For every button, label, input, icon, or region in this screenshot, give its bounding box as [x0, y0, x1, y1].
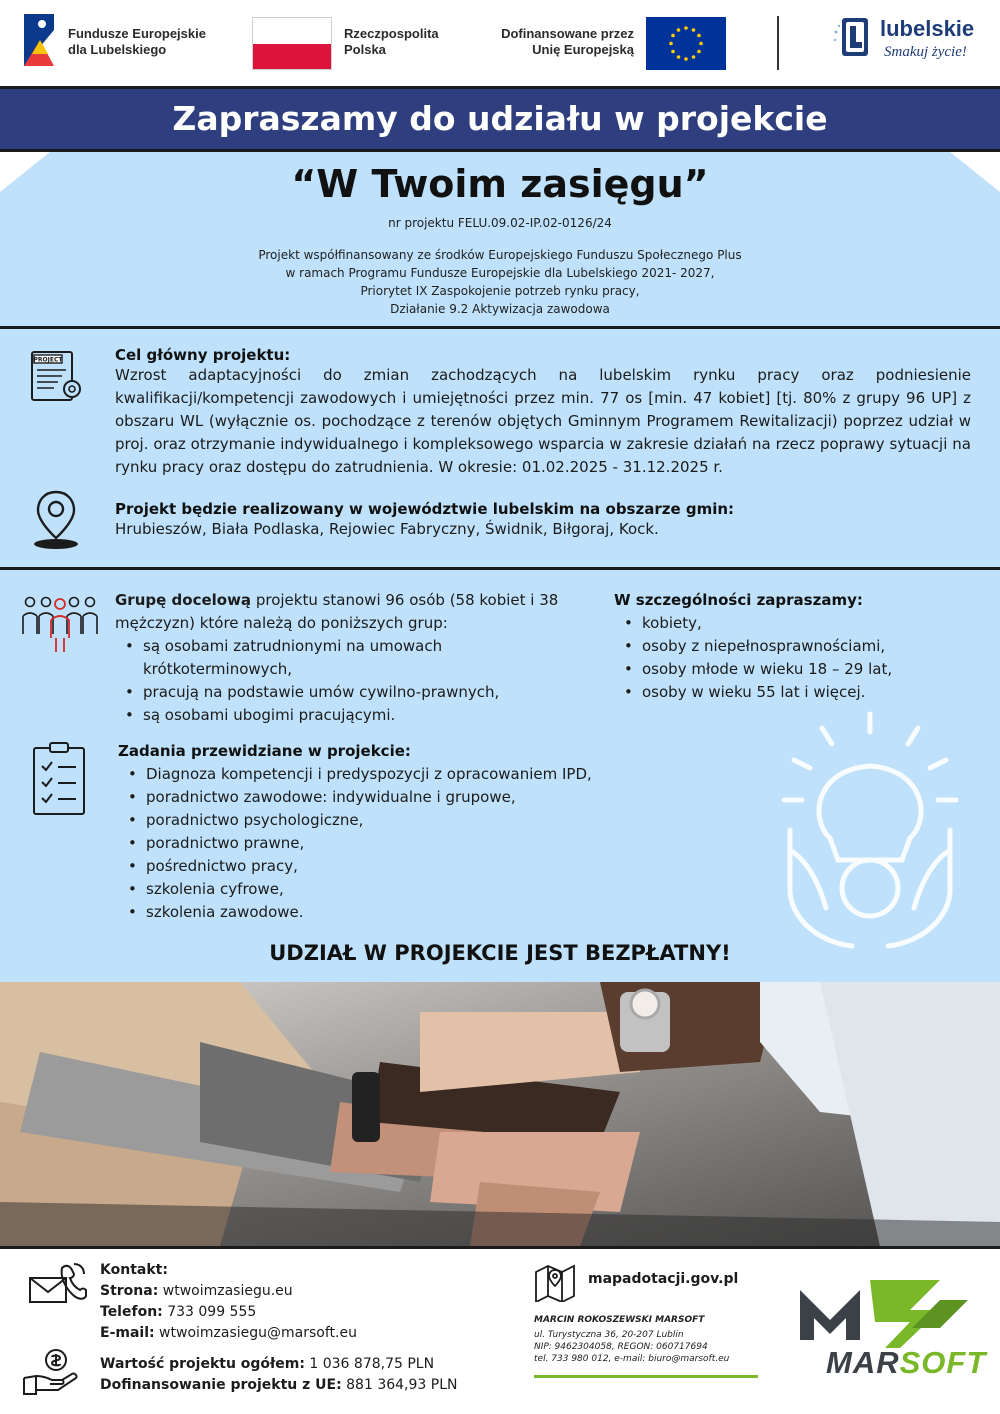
eu-flag-icon [646, 17, 726, 70]
invite-list [614, 612, 944, 704]
marsoft-wordmark: MARSOFT [826, 1345, 987, 1380]
fe-logo-text: Fundusze Europejskie dla Lubelskiego [68, 26, 206, 57]
list-item: • poradnictwo psychologiczne, [118, 809, 638, 832]
list-item: • są osobami ubogimi pracującymi. [115, 704, 585, 727]
lubelskie-wordmark: lubelskie [880, 16, 975, 41]
page-title: Zapraszamy do udziału w projekcie [172, 99, 828, 138]
money-hand-icon [22, 1348, 78, 1396]
poland-flag-icon [252, 17, 332, 70]
svg-text:PROJECT: PROJECT [33, 356, 63, 364]
target-group-list [115, 635, 585, 727]
invite-block [614, 589, 944, 704]
invite-heading: W szczególności zapraszamy: [614, 591, 863, 609]
green-divider [534, 1375, 758, 1378]
goal-text: Wzrost adaptacyjności do zmian zachodzących na lubelskim rynku pracy oraz podniesienie kwalifikacji/kompetencji zawodowych i umiejętności przez min. 77 os [min. 47 kobiet] [tj. 80% z grupy 96 UP] z obszaru WL (wyłącznie os. pochodzące z terenów objętych Gminnym Programem Rewitalizacji) poprzez udział w proj. oraz otrzymanie indywidualnego i kompleksowego wsparcia w zakresie działań na rzecz poprawy sytuacji na rynku pracy oraz dostępu do zatrudnienia. W okresie: 01.02.2025 - 31.12.2025 r. [115, 366, 971, 476]
goal-block [115, 346, 971, 479]
area-block [115, 500, 971, 541]
envelope-phone-icon [28, 1262, 88, 1306]
list-item: • pośrednictwo pracy, [118, 855, 638, 878]
area-text: Hrubieszów, Biała Podlaska, Rejowiec Fabryczny, Świdnik, Biłgoraj, Kock. [115, 520, 659, 538]
project-number: nr projektu FELU.09.02-IP.02-0126/24 [388, 216, 612, 230]
lubelskie-slogan: Smakuj życie! [884, 44, 967, 60]
target-group-icon [20, 594, 100, 654]
logo-separator [777, 16, 779, 70]
project-document-icon [28, 348, 86, 406]
list-item: • są osobami zatrudnionymi na umowach krótkoterminowych, [115, 635, 585, 681]
list-item: • szkolenia zawodowe. [118, 901, 638, 924]
contact-block: Kontakt: Strona: wtwoimzasiegu.eu Telefon: 733 099 555 E-mail: wtwoimzasiegu@marsoft.eu [100, 1262, 357, 1341]
area-heading: Projekt będzie realizowany w województwie lubelskim na obszarze gmin: [115, 500, 735, 518]
phone-number[interactable]: 733 099 555 [162, 1304, 257, 1320]
email-link[interactable]: wtwoimzasiegu@marsoft.eu [154, 1325, 357, 1341]
mapadotacji-link[interactable]: mapadotacji.gov.pl [588, 1271, 739, 1287]
list-item: • szkolenia cyfrowe, [118, 878, 638, 901]
header-band [0, 86, 1000, 152]
list-item: • osoby w wieku 55 lat i więcej. [614, 681, 944, 704]
hands-together-photo [0, 982, 1000, 1246]
target-group-heading: Grupę docelową projektu stanowi 96 osób (58 kobiet i 38 mężczyzn) które należą do poniższych grup: [115, 591, 559, 632]
list-item: • osoby z niepełnosprawnościami, [614, 635, 944, 658]
eu-logo-text: Dofinansowane przez Unię Europejską [501, 26, 634, 57]
value-block: Wartość projektu ogółem: 1 036 878,75 PLN Dofinansowanie projektu z UE: 881 364,93 PLN [100, 1356, 458, 1393]
target-group-block [115, 589, 585, 727]
list-item: • Diagnoza kompetencji i predyspozycji z opracowaniem IPD, [118, 763, 638, 786]
map-pin-icon [534, 1262, 576, 1302]
marsoft-address: MARCIN ROKOSZEWSKI MARSOFT ul. Turystyczna 36, 20-207 Lublin NIP: 9462304058, REGON: 060717694 tel. 733 980 012, e-mail: biuro@marsoft.eu [534, 1315, 730, 1364]
tasks-list [118, 763, 638, 924]
goal-heading: Cel główny projektu: [115, 346, 291, 364]
fundusze-europejskie-logo [20, 10, 58, 70]
list-item: • poradnictwo prawne, [118, 832, 638, 855]
list-item: • poradnictwo zawodowe: indywidualne i grupowe, [118, 786, 638, 809]
website-link[interactable]: wtwoimzasiegu.eu [158, 1283, 293, 1299]
cofinancing-info: Projekt współfinansowany ze środków Europejskiego Funduszu Społecznego Plus w ramach Programu Fundusze Europejskie dla Lubelskiego 2021- 2027, Priorytet IX Zaspokojenie potrzeb rynku pracy, Działanie 9.2 Aktywizacja zawodowa [258, 248, 742, 316]
pl-logo-text: Rzeczpospolita Polska [344, 26, 439, 57]
list-item: • osoby młode w wieku 18 – 29 lat, [614, 658, 944, 681]
list-item: • pracują na podstawie umów cywilno-prawnych, [115, 681, 585, 704]
tasks-heading: Zadania przewidziane w projekcie: [118, 742, 411, 760]
list-item: • kobiety, [614, 612, 944, 635]
tasks-block [118, 740, 638, 924]
project-name: “W Twoim zasięgu” [291, 162, 709, 206]
location-pin-icon [30, 488, 82, 550]
lightbulb-hands-icon [770, 710, 970, 950]
clipboard-checklist-icon [30, 740, 88, 816]
free-participation-banner: UDZIAŁ W PROJEKCIE JEST BEZPŁATNY! [269, 941, 731, 965]
logo-strip [0, 0, 1000, 86]
